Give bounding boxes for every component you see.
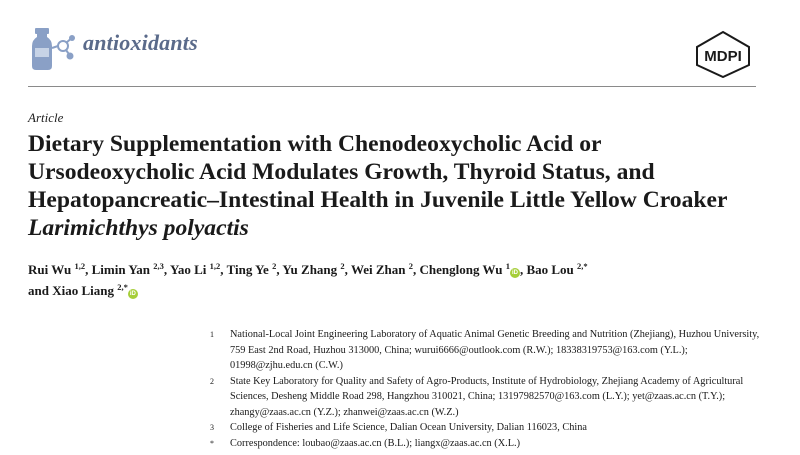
affiliation-marker: 2 [210, 376, 214, 386]
author-name: Yao Li [169, 262, 207, 277]
author-name: Ting Ye [226, 262, 269, 277]
author[interactable] [28, 262, 85, 277]
article-title-main: Dietary Supplementation with Chenodeoxycholic Acid or Ursodeoxycholic Acid Modulates Growth, Thyroid Status, and Hepatopancreatic–Intestinal Health in Juvenile Little Yellow Croaker [28, 131, 728, 213]
orcid-icon[interactable]: iD [511, 270, 518, 276]
affiliation-marker: 1 [210, 330, 214, 339]
author-affiliation-marker: 2,* [117, 282, 128, 292]
publisher-name: MDPI [704, 48, 742, 65]
affiliation-marker: 3 [210, 423, 214, 432]
affiliation-item [210, 327, 770, 374]
affiliation-item [210, 420, 770, 436]
affiliation-item [210, 374, 770, 421]
journal-name: antioxidants [83, 30, 198, 55]
mdpi-logo-icon [694, 30, 752, 78]
author-affiliation-marker: 2 [340, 261, 345, 271]
affiliation-text: National-Local Joint Engineering Laboratory of Aquatic Animal Genetic Breeding and Nutrition (Zhejiang), Huzhou University, 759 East 2nd Road, Huzhou 313000, China; wurui6666@outlook.com (R.W.); 18338319753@163.com (Y.L.); 01998@zjhu.edu.cn (C.W.) [230, 329, 760, 371]
author[interactable] [351, 262, 413, 277]
affiliation-text: College of Fisheries and Life Science, Dalian Ocean University, Dalian 116023, China [230, 422, 587, 433]
journal-logo-icon [30, 26, 78, 72]
author-list: Rui Wu $^{1,2}$, Limin Yan $^{2,3}$, Yao Li $^{1,2}$, Ting Ye $^2$, Yu Zhang $^2$, Wei Zhan $^2$, Chenglong Wu $^1$iD , Bao Lou $^{2,*}$ and Xiao Liang $^{2,*}$iD [28, 261, 588, 298]
article-title-species: Larimichthys polyactis [28, 215, 249, 241]
author-name: Yu Zhang [282, 262, 338, 277]
author[interactable] [282, 262, 344, 277]
author[interactable] [92, 262, 164, 277]
author-affiliation-marker: 2,* [577, 261, 588, 271]
article-title [28, 130, 758, 242]
author-affiliation-marker: 2 [408, 261, 413, 271]
author-affiliation-marker: 1,2 [209, 261, 221, 271]
orcid-icon[interactable]: iD [129, 291, 136, 297]
affiliation-text: Correspondence: loubao@zaas.ac.cn (B.L.); liangx@zaas.ac.cn (X.L.) [230, 437, 520, 449]
author-name: Rui Wu [28, 262, 72, 277]
header-divider [28, 86, 756, 87]
author-affiliation-marker: 1 [505, 261, 510, 271]
author-name: Chenglong Wu [419, 262, 503, 277]
author-name: Limin Yan [91, 262, 151, 277]
author[interactable] [170, 262, 220, 277]
author[interactable] [28, 283, 138, 298]
author[interactable] [526, 262, 587, 277]
affiliation-text: State Key Laboratory for Quality and Safety of Agro-Products, Institute of Hydrobiology, Zhejiang Academy of Agricultural Sciences, Desheng Middle Road 298, Hangzhou 310021, China; 13197982570@163.com (L.Y.); yet@zaas.ac.cn (T.Y.); zhangy@zaas.ac.cn (Y.Z.); zhanwei@zaas.ac.cn (W.Z.) [230, 375, 744, 418]
author-affiliation-marker: 1,2 [74, 261, 86, 271]
affiliation-marker: * [210, 438, 214, 448]
affiliation-list [210, 327, 770, 451]
author-name: and Xiao Liang [28, 283, 114, 298]
author-name: Wei Zhan [350, 262, 406, 277]
affiliation-item [210, 436, 770, 452]
article-type-label: Article [28, 110, 64, 125]
author[interactable] [227, 262, 277, 277]
author-name: Bao Lou [526, 262, 574, 277]
author[interactable] [419, 262, 519, 277]
author-affiliation-marker: 2 [272, 261, 277, 271]
author-affiliation-marker: 2,3 [153, 261, 164, 271]
